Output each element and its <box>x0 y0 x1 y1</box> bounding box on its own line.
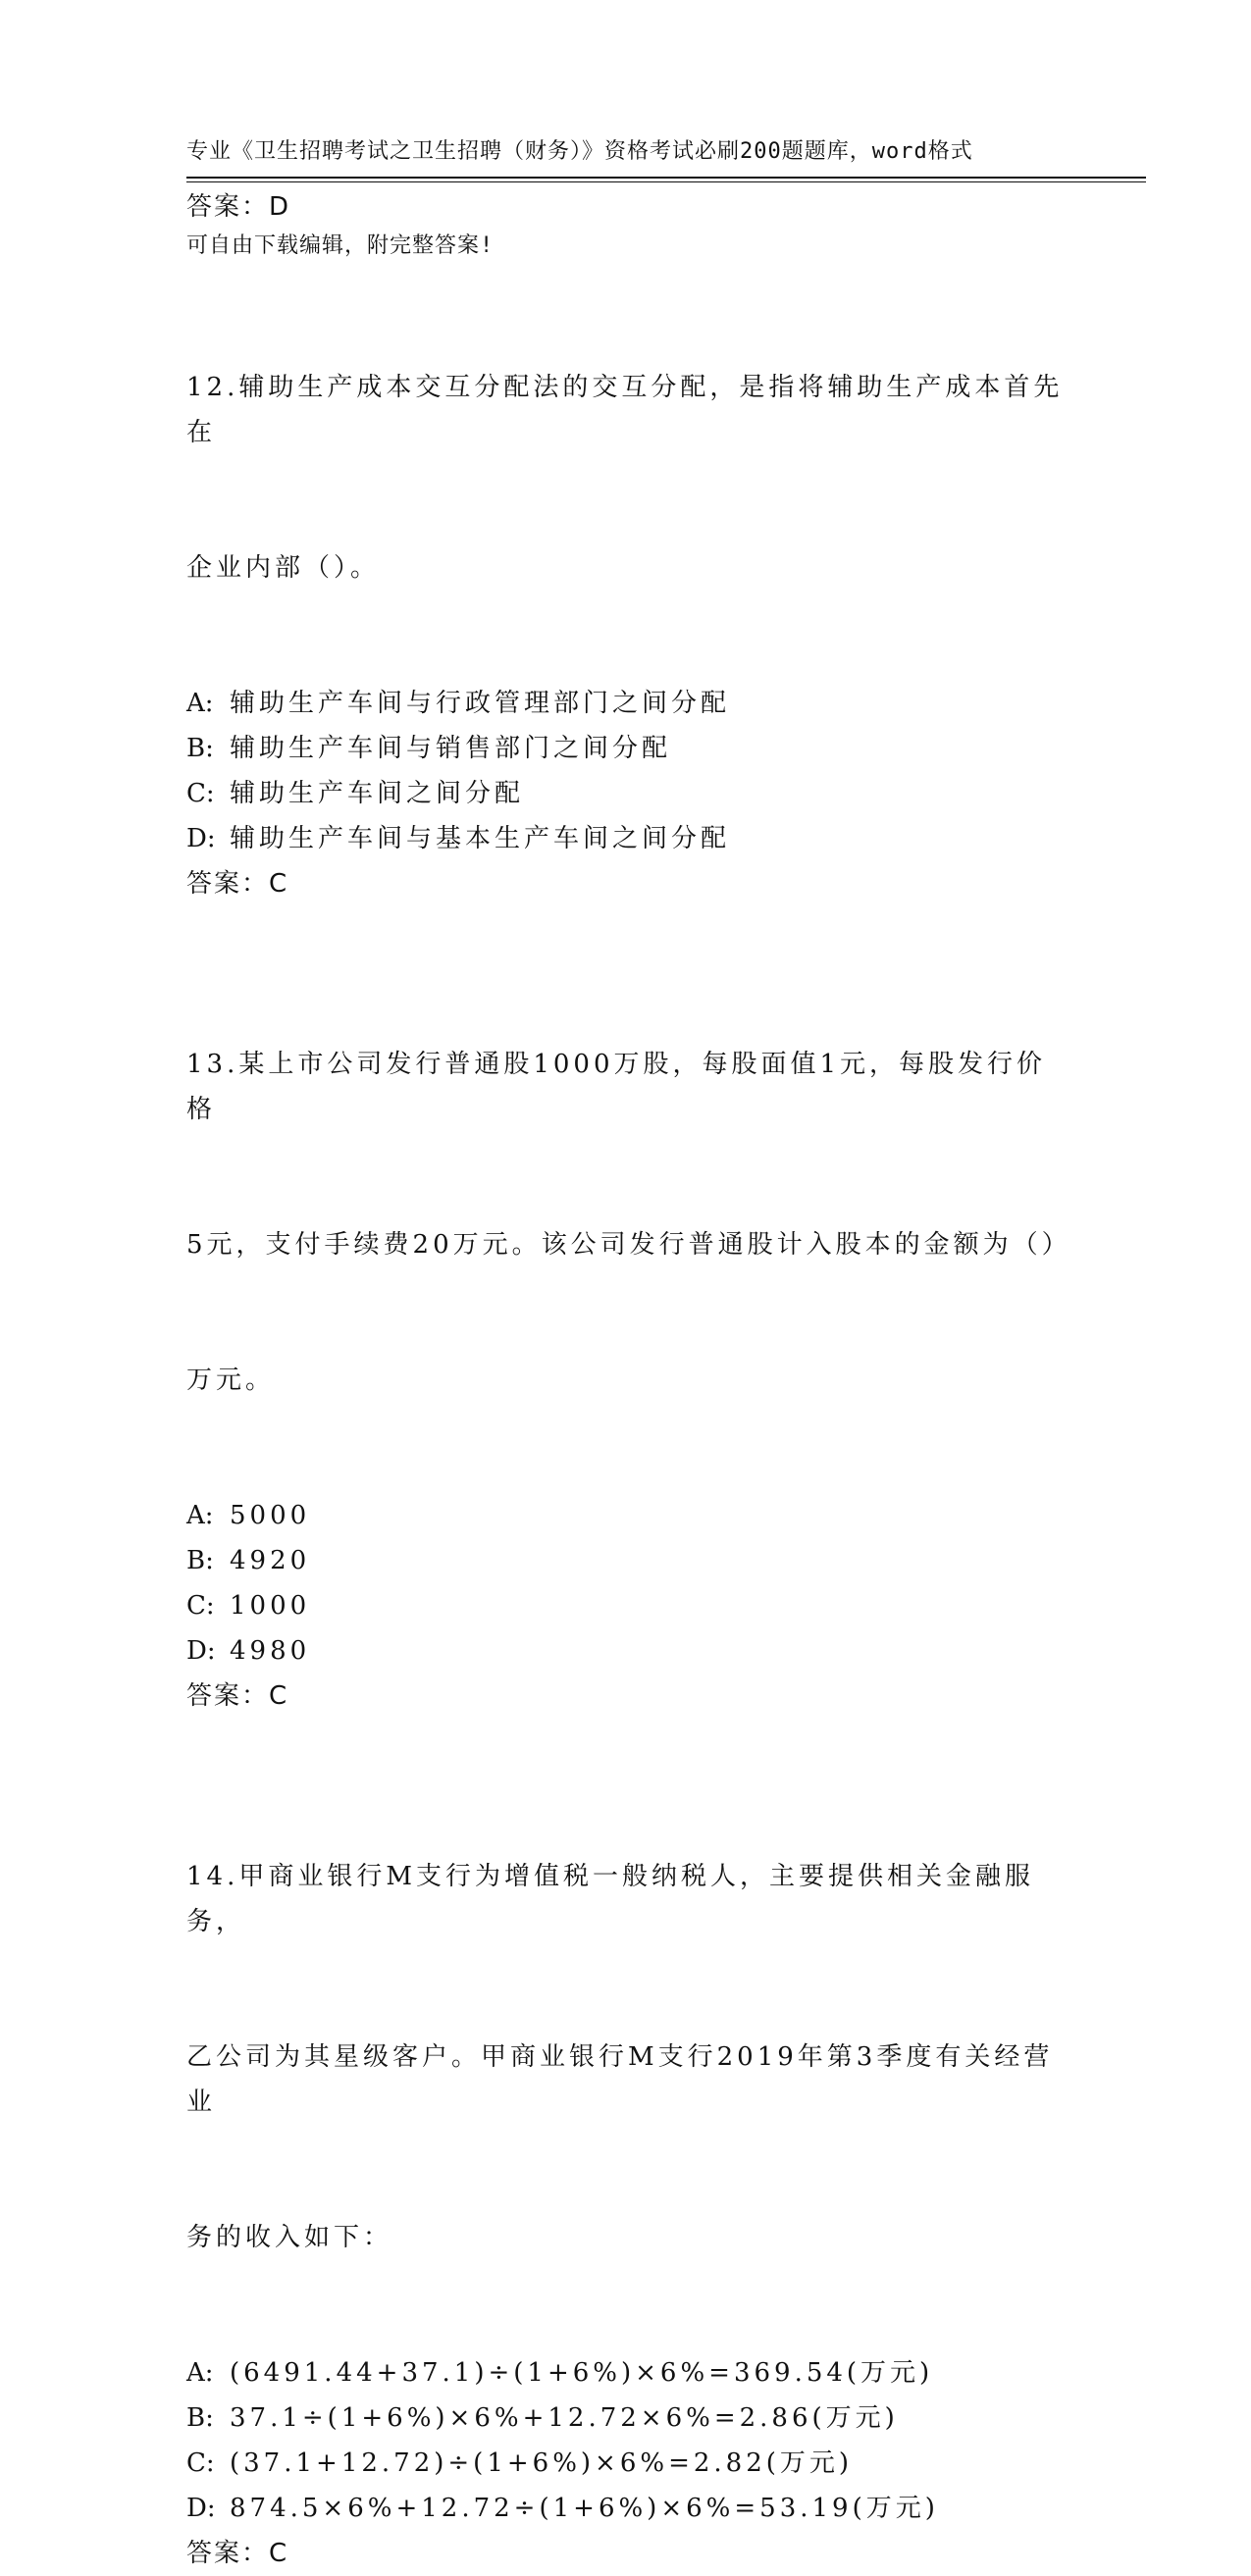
option-b <box>186 2396 1069 2441</box>
option-c <box>186 771 1069 816</box>
spacer <box>186 230 1069 275</box>
option-text: 辅助生产车间与基本生产车间之间分配 <box>230 824 731 853</box>
question-stem-line: 企业内部（）。 <box>186 553 381 583</box>
question-stem <box>186 275 1069 681</box>
spacer <box>186 1719 1069 1764</box>
option-text: (37.1+12.72)÷(1+6%)×6%=2.82(万元) <box>230 2448 854 2478</box>
question-stem <box>186 1764 1069 2350</box>
option-letter: D: <box>186 2494 216 2523</box>
option-text: (6491.44+37.1)÷(1+6%)×6%=369.54(万元) <box>230 2358 934 2388</box>
option-letter: B: <box>186 734 214 763</box>
spacer <box>186 906 1069 952</box>
option-text: 辅助生产车间与销售部门之间分配 <box>230 734 672 763</box>
header-rule-thin <box>186 181 1146 182</box>
option-a <box>186 681 1069 726</box>
option-letter: A: <box>186 689 214 718</box>
question-stem <box>186 952 1069 1493</box>
option-letter: B: <box>186 1546 214 1575</box>
option-letter: D: <box>186 1636 216 1666</box>
question-stem-line: 务的收入如下： <box>186 2223 393 2252</box>
option-text: 874.5×6%+12.72÷(1+6%)×6%=53.19(万元) <box>230 2494 939 2523</box>
header-rule-thick <box>186 177 1146 179</box>
option-letter: B: <box>186 2403 214 2433</box>
header-line-1: 专业《卫生招聘考试之卫生招聘（财务）》资格考试必刷200题题库，word格式 <box>186 139 973 164</box>
previous-answer: 答案：D <box>186 192 291 222</box>
option-text: 1000 <box>230 1591 311 1621</box>
option-letter: C: <box>186 2448 215 2478</box>
question-stem-line: 12.辅助生产成本交互分配法的交互分配，是指将辅助生产成本首先在 <box>186 373 1064 447</box>
option-d <box>186 2486 1069 2531</box>
option-a <box>186 1493 1069 1538</box>
header-line-2: 可自由下载编辑，附完整答案! <box>186 233 495 258</box>
option-text: 辅助生产车间之间分配 <box>230 779 525 808</box>
option-text: 37.1÷(1+6%)×6%+12.72×6%=2.86(万元) <box>230 2403 899 2433</box>
option-text: 4920 <box>230 1546 311 1575</box>
option-text: 辅助生产车间与行政管理部门之间分配 <box>230 689 731 718</box>
question-stem-line: 14.甲商业银行M支行为增值税一般纳税人，主要提供相关金融服务， <box>186 1862 1034 1936</box>
option-c <box>186 2441 1069 2486</box>
question-stem-line: 13.某上市公司发行普通股1000万股，每股面值1元，每股发行价格 <box>186 1050 1047 1124</box>
option-letter: A: <box>186 1501 214 1530</box>
question-stem-line: 5元，支付手续费20万元。该公司发行普通股计入股本的金额为（） <box>186 1230 1071 1260</box>
option-letter: A: <box>186 2358 214 2388</box>
answer-line: 答案：C <box>186 1681 289 1711</box>
answer-line: 答案：C <box>186 2539 289 2568</box>
option-letter: C: <box>186 1591 215 1621</box>
option-d <box>186 816 1069 861</box>
option-c <box>186 1583 1069 1628</box>
question-12 <box>186 275 1069 906</box>
document-body <box>186 184 1069 2576</box>
question-14 <box>186 1764 1069 2576</box>
option-letter: D: <box>186 824 216 853</box>
option-b <box>186 726 1069 771</box>
option-b <box>186 1538 1069 1583</box>
option-d <box>186 1628 1069 1674</box>
answer-line: 答案：C <box>186 869 289 899</box>
option-a <box>186 2350 1069 2396</box>
question-stem-line: 乙公司为其星级客户。甲商业银行M支行2019年第3季度有关经营业 <box>186 2042 1054 2117</box>
question-stem-line: 万元。 <box>186 1365 276 1395</box>
option-text: 5000 <box>230 1501 311 1530</box>
option-text: 4980 <box>230 1636 311 1666</box>
question-13 <box>186 952 1069 1719</box>
option-letter: C: <box>186 779 215 808</box>
